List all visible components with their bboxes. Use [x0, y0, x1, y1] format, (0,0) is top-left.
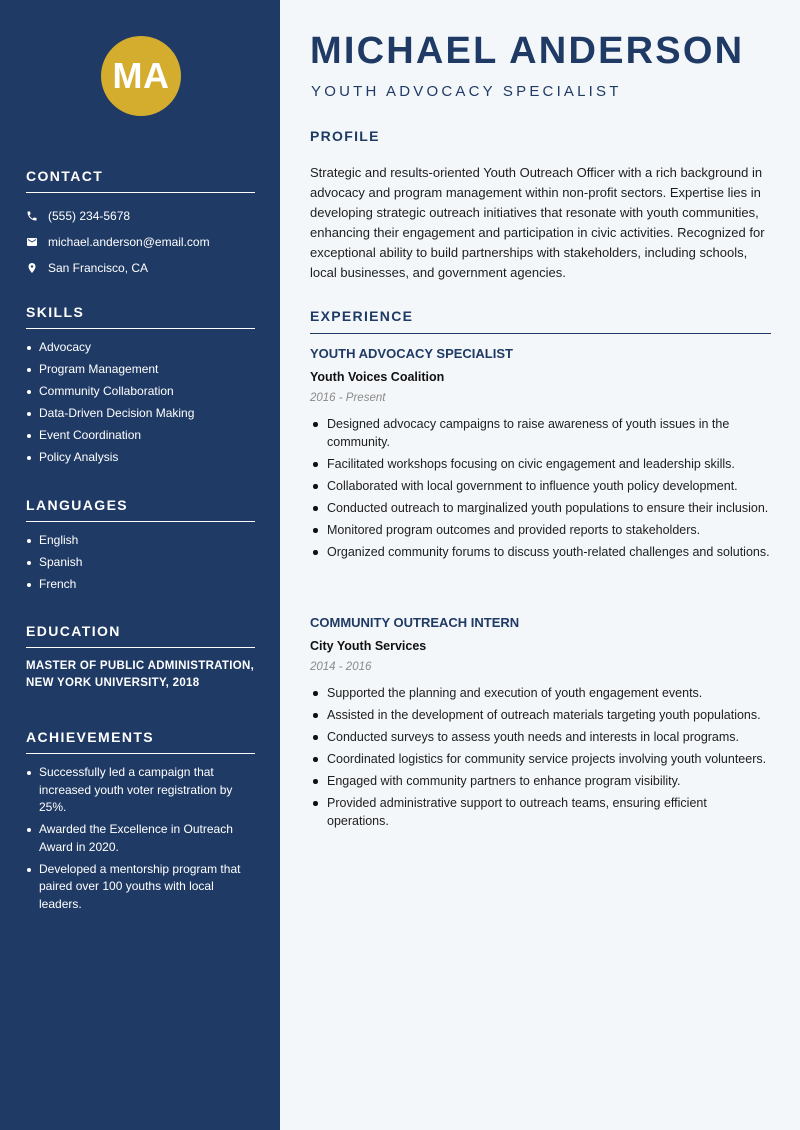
- job-entry: [310, 614, 771, 834]
- job-company: Youth Voices Coalition: [310, 370, 445, 384]
- languages-list: [26, 532, 255, 594]
- list-item: Spanish: [26, 554, 255, 572]
- contact-heading: CONTACT: [26, 168, 255, 193]
- skills-heading: SKILLS: [26, 304, 255, 329]
- contact-section: [26, 168, 255, 281]
- achievements-heading: ACHIEVEMENTS: [26, 729, 255, 754]
- sidebar: [0, 0, 280, 1130]
- list-item: Coordinated logistics for community service projects involving youth volunteers.: [310, 750, 771, 768]
- list-item: Supported the planning and execution of youth engagement events.: [310, 684, 771, 702]
- education-text: MASTER OF PUBLIC ADMINISTRATION, NEW YORK UNIVERSITY, 2018: [26, 660, 255, 689]
- avatar: [101, 36, 181, 116]
- list-item: Provided administrative support to outreach teams, ensuring efficient operations.: [310, 794, 771, 830]
- avatar-initials: MA: [112, 55, 170, 96]
- job-role: YOUTH ADVOCACY SPECIALIST: [310, 346, 513, 361]
- list-item: Developed a mentorship program that paired over 100 youths with local leaders.: [26, 861, 255, 914]
- contact-phone: [26, 203, 255, 229]
- list-item: English: [26, 532, 255, 550]
- job-dates: 2014 - 2016: [310, 661, 372, 673]
- list-item: Conducted outreach to marginalized youth populations to ensure their inclusion.: [310, 499, 771, 517]
- list-item: Facilitated workshops focusing on civic engagement and leadership skills.: [310, 455, 771, 473]
- list-item: Designed advocacy campaigns to raise awareness of youth issues in the community.: [310, 415, 771, 451]
- contact-email-text[interactable]: michael.anderson@email.com: [48, 235, 210, 249]
- contact-location-text: San Francisco, CA: [48, 261, 149, 275]
- list-item: Policy Analysis: [26, 449, 255, 467]
- list-item: Assisted in the development of outreach materials targeting youth populations.: [310, 706, 771, 724]
- languages-section: [26, 497, 255, 598]
- email-icon: [26, 236, 48, 248]
- list-item: Event Coordination: [26, 427, 255, 445]
- experience-heading: EXPERIENCE: [310, 308, 414, 324]
- job-bullets: [310, 684, 771, 830]
- list-item: Engaged with community partners to enhance program visibility.: [310, 772, 771, 790]
- list-item: Monitored program outcomes and provided reports to stakeholders.: [310, 521, 771, 539]
- achievements-list: [26, 764, 255, 913]
- contact-phone-text[interactable]: (555) 234-5678: [48, 209, 131, 223]
- profile-text: Strategic and results-oriented Youth Outreach Officer with a rich background in advocacy and program management within non-profit sectors. Expertise lies in developing strategic outreach initiatives that resonate with youth communities, enhancing their engagement and participation in civic activities. Recognized for exceptional ability to build partnerships with stakeholders, including schools, local businesses, and government agencies.: [310, 165, 765, 280]
- candidate-name: MICHAEL ANDERSON: [310, 30, 745, 72]
- list-item: Collaborated with local government to influence youth policy development.: [310, 477, 771, 495]
- skills-list: [26, 339, 255, 467]
- contact-location: [26, 255, 255, 281]
- list-item: Organized community forums to discuss youth-related challenges and solutions.: [310, 543, 771, 561]
- education-section: [26, 623, 255, 692]
- job-role: COMMUNITY OUTREACH INTERN: [310, 615, 520, 630]
- job-bullets: [310, 415, 771, 561]
- experience-heading-block: [310, 308, 771, 334]
- education-heading: EDUCATION: [26, 623, 255, 648]
- list-item: Community Collaboration: [26, 383, 255, 401]
- achievements-section: [26, 729, 255, 918]
- job-dates: 2016 - Present: [310, 392, 386, 404]
- list-item: Advocacy: [26, 339, 255, 357]
- list-item: Program Management: [26, 361, 255, 379]
- job-company: City Youth Services: [310, 639, 427, 653]
- phone-icon: [26, 210, 48, 222]
- list-item: Conducted surveys to assess youth needs and interests in local programs.: [310, 728, 771, 746]
- list-item: Successfully led a campaign that increased youth voter registration by 25%.: [26, 764, 255, 817]
- contact-email: [26, 229, 255, 255]
- skills-section: [26, 304, 255, 471]
- candidate-title: YOUTH ADVOCACY SPECIALIST: [311, 83, 622, 100]
- list-item: Data-Driven Decision Making: [26, 405, 255, 423]
- list-item: Awarded the Excellence in Outreach Award in 2020.: [26, 821, 255, 856]
- job-entry: [310, 345, 771, 565]
- profile-heading: PROFILE: [310, 128, 380, 144]
- location-pin-icon: [26, 262, 48, 274]
- list-item: French: [26, 576, 255, 594]
- languages-heading: LANGUAGES: [26, 497, 255, 522]
